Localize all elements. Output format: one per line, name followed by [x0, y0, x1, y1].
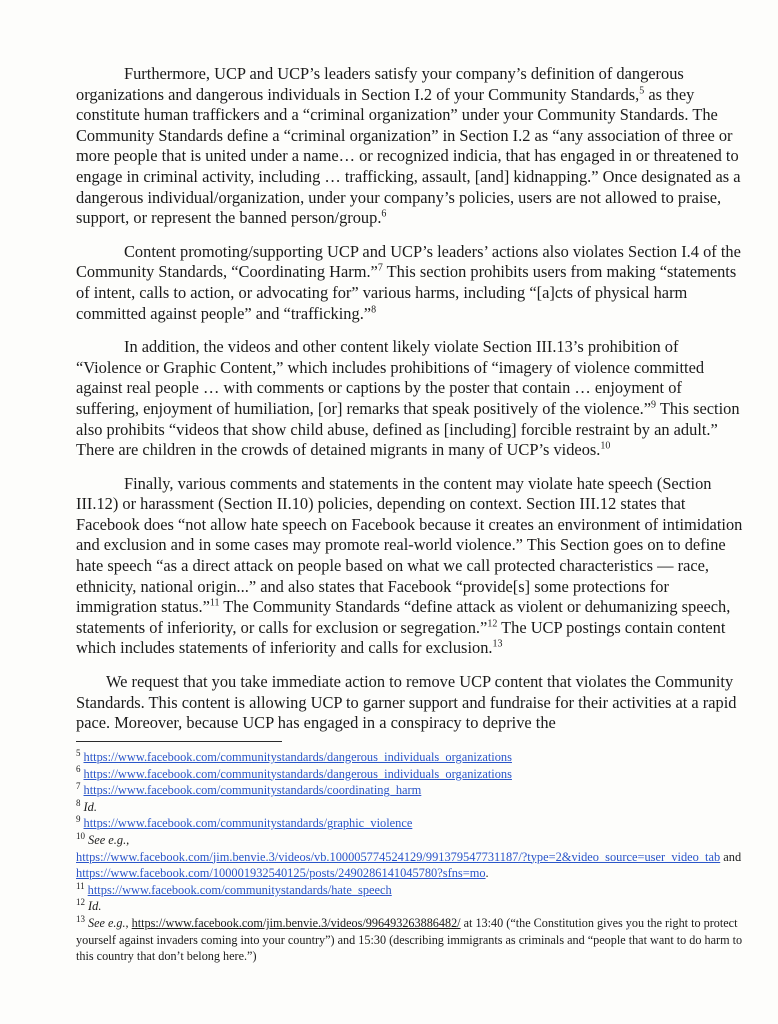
paragraph-text: This section prohibits users from making “statements of intent, calls to action, or advocating for” various harms, including “[a]cts of physical harm committed against people” and “trafficking.” [76, 262, 737, 323]
footnote-number: 6 [76, 764, 81, 775]
footnote-number: 10 [76, 830, 85, 841]
footnote-ref[interactable]: 11 [209, 597, 220, 609]
paragraph-text: The UCP postings contain content which includes statements of inferiority and calls for exclusion. [76, 617, 726, 658]
paragraph-coordinating-harm [76, 242, 746, 324]
footnote-number: 13 [76, 913, 85, 924]
footnote-13 [76, 915, 756, 965]
footnote-link[interactable]: https://www.facebook.com/communitystandards/dangerous_individuals_organizations [83, 766, 512, 781]
footnote-number: 5 [76, 747, 81, 758]
footnote-12 [76, 898, 756, 915]
footnote-10 [76, 832, 756, 882]
paragraph-text: as they constitute human traffickers and a “criminal organization” under your Community Standards. The Community Standards define a “criminal organization” in Section I.2 as “any association of three or more people that is united under a name… or recognized indicia, that has engaged in or threatened to engage in criminal activity, including … trafficking, assault, [and] kidnapping.” Once designated as a dangerous individual/organization, under your company’s policies, users are not allowed to praise, support, or represent the banned person/group. [76, 84, 741, 228]
paragraph-text: The Community Standards “define attack as violent or dehumanizing speech, statements of inferiority, or calls for exclusion or segregation.” [76, 597, 731, 637]
paragraph-request [76, 672, 746, 734]
footnote-7 [76, 782, 756, 799]
paragraph-graphic-violence [76, 337, 746, 461]
footnote-divider [76, 741, 282, 742]
paragraph-text: This section also prohibits “videos that show child abuse, defined as [including] forcible restraint by an adult.” There are children in the crowds of detained migrants in many of UCP’s videos. [76, 398, 740, 460]
footnote-ref[interactable]: 12 [487, 618, 498, 630]
footnote-text: Id. [88, 899, 102, 914]
footnote-text: See e.g., [88, 832, 130, 847]
paragraph-text: In addition, the videos and other content likely violate Section III.13’s prohibition of “Violence or Graphic Content,” which includes prohibitions of “imagery of violence committed against real people … with comments or captions by the poster that contain … enjoyment of suffering, enjoyment of humiliation, [or] remarks that speak positively of the violence.” [76, 337, 705, 418]
footnote-link[interactable]: https://www.facebook.com/jim.benvie.3/videos/996493263886482/ [131, 915, 461, 930]
footnote-link[interactable]: https://www.facebook.com/communitystandards/coordinating_harm [83, 783, 422, 798]
footnote-link[interactable]: https://www.facebook.com/communitystandards/hate_speech [87, 882, 392, 897]
footnote-ref[interactable]: 10 [600, 440, 611, 452]
footnote-number: 11 [76, 880, 85, 891]
footnote-ref[interactable]: 6 [381, 208, 387, 220]
footnote-ref[interactable]: 8 [371, 304, 377, 316]
footnote-8 [76, 799, 756, 816]
footnote-text: Id. [83, 799, 97, 814]
footnote-link[interactable]: https://www.facebook.com/communitystandards/graphic_violence [83, 816, 413, 831]
footnote-text: at 13:40 (“the Constitution gives you the right to protect yourself against invaders coming into your country”) and 15:30 (describing immigrants as criminals and “people that want to do harm to this country that don’t belong here.”) [76, 915, 743, 964]
footnote-number: 7 [76, 781, 81, 792]
paragraph-text: Content promoting/supporting UCP and UCP’s leaders’ actions also violates Section I.4 of the Community Standards, “Coordinating Harm.” [76, 241, 741, 282]
footnote-5 [76, 749, 756, 766]
footnote-ref[interactable]: 9 [651, 399, 657, 411]
paragraph-dangerous-organizations [76, 64, 746, 229]
paragraph-text: Furthermore, UCP and UCP’s leaders satisfy your company’s definition of dangerous organizations and dangerous individuals in Section I.2 of your Community Standards, [76, 64, 684, 104]
footnote-text: and [720, 849, 742, 864]
footnote-ref[interactable]: 13 [492, 638, 503, 650]
footnote-ref[interactable]: 7 [377, 262, 383, 274]
letter-body [76, 64, 746, 734]
paragraph-hate-speech [76, 474, 746, 659]
footnote-number: 9 [76, 814, 81, 825]
footnote-9 [76, 815, 756, 832]
paragraph-text: We request that you take immediate action to remove UCP content that violates the Community Standards. This content is allowing UCP to garner support and fundraise for their activities at a rapid pace. Moreover, because UCP has engaged in a conspiracy to deprive the [76, 672, 737, 733]
footnotes [76, 749, 756, 965]
footnote-link[interactable]: https://www.facebook.com/100001932540125/posts/2490286141045780?sfns=mo [76, 866, 486, 881]
footnote-link[interactable]: https://www.facebook.com/communitystandards/dangerous_individuals_organizations [83, 750, 512, 764]
footnote-11 [76, 882, 756, 899]
footnote-ref[interactable]: 5 [639, 85, 645, 97]
footnote-link[interactable]: https://www.facebook.com/jim.benvie.3/videos/vb.100005774524129/991379547731187/?type=2&video_source=user_video_tab [76, 849, 721, 864]
footnote-text: . [485, 866, 489, 881]
footnote-number: 8 [76, 797, 81, 808]
footnote-text: See e.g., [88, 915, 129, 930]
footnote-6 [76, 766, 756, 783]
paragraph-text: Finally, various comments and statements in the content may violate hate speech (Section III.12) or harassment (Section II.10) policies, depending on context. Section III.12 states that Facebook does “not allow hate speech on Facebook because it creates an environment of intimidation and exclusion and in some cases may promote real-world violence.” This Section goes on to define hate speech “as a direct attack on people based on what we call protected characteristics — race, ethnicity, national origin...” and also states that Facebook “provide[s] some protections for immigration status.” [76, 473, 743, 617]
footnote-number: 12 [76, 897, 85, 908]
